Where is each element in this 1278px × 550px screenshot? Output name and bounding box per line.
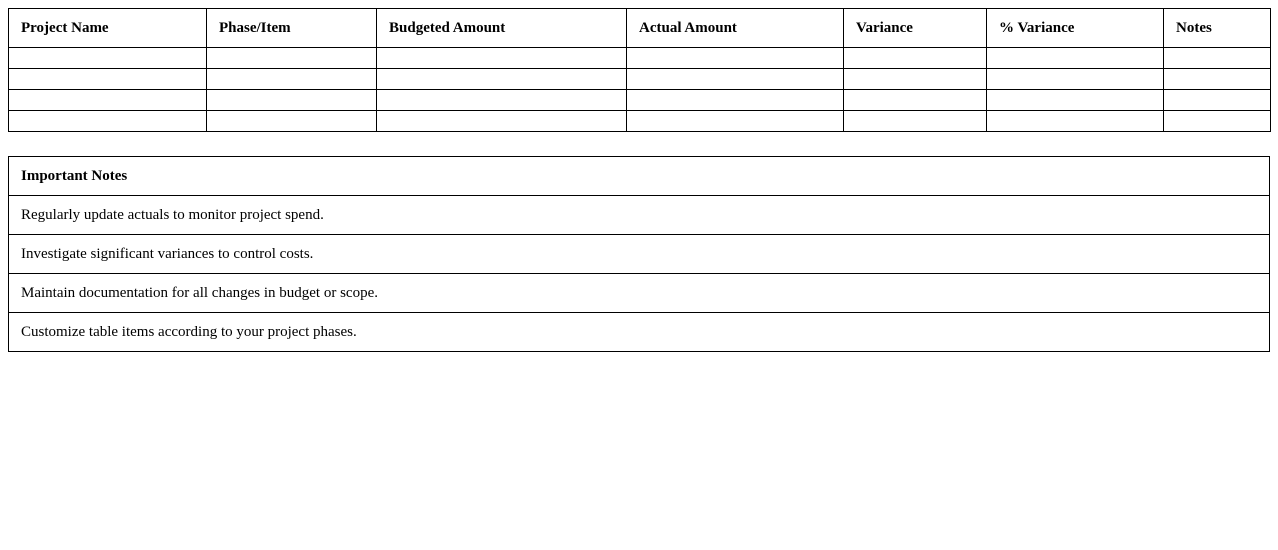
header-phase-item: Phase/Item	[207, 9, 377, 48]
note-text: Regularly update actuals to monitor project spend.	[9, 196, 1270, 235]
table-cell[interactable]	[844, 69, 987, 90]
table-cell[interactable]	[9, 69, 207, 90]
note-text: Customize table items according to your project phases.	[9, 313, 1270, 352]
table-cell[interactable]	[627, 69, 844, 90]
note-text: Maintain documentation for all changes in budget or scope.	[9, 274, 1270, 313]
table-cell[interactable]	[9, 48, 207, 69]
table-cell[interactable]	[627, 48, 844, 69]
note-text: Investigate significant variances to control costs.	[9, 235, 1270, 274]
table-cell[interactable]	[627, 90, 844, 111]
table-cell[interactable]	[207, 111, 377, 132]
table-cell[interactable]	[987, 48, 1164, 69]
table-cell[interactable]	[207, 90, 377, 111]
table-cell[interactable]	[377, 48, 627, 69]
table-cell[interactable]	[207, 69, 377, 90]
table-cell[interactable]	[1164, 111, 1271, 132]
table-cell[interactable]	[627, 111, 844, 132]
list-item	[9, 274, 1270, 313]
table-cell[interactable]	[377, 69, 627, 90]
table-cell[interactable]	[1164, 48, 1271, 69]
table-cell[interactable]	[9, 90, 207, 111]
budget-table	[8, 8, 1271, 132]
header-notes: Notes	[1164, 9, 1271, 48]
list-item	[9, 313, 1270, 352]
notes-header-row	[9, 157, 1270, 196]
header-variance: Variance	[844, 9, 987, 48]
table-cell[interactable]	[987, 90, 1164, 111]
table-cell[interactable]	[207, 48, 377, 69]
table-cell[interactable]	[987, 111, 1164, 132]
table-row	[9, 111, 1271, 132]
table-header-row	[9, 9, 1271, 48]
table-row	[9, 69, 1271, 90]
table-cell[interactable]	[844, 111, 987, 132]
table-cell[interactable]	[987, 69, 1164, 90]
table-cell[interactable]	[377, 111, 627, 132]
header-actual-amount: Actual Amount	[627, 9, 844, 48]
header-percent-variance: % Variance	[987, 9, 1164, 48]
table-cell[interactable]	[377, 90, 627, 111]
table-cell[interactable]	[9, 111, 207, 132]
table-cell[interactable]	[844, 90, 987, 111]
table-row	[9, 90, 1271, 111]
header-project-name: Project Name	[9, 9, 207, 48]
document	[8, 8, 1270, 352]
list-item	[9, 196, 1270, 235]
table-cell[interactable]	[1164, 69, 1271, 90]
list-item	[9, 235, 1270, 274]
table-cell[interactable]	[844, 48, 987, 69]
notes-title: Important Notes	[9, 157, 1270, 196]
table-row	[9, 48, 1271, 69]
header-budgeted-amount: Budgeted Amount	[377, 9, 627, 48]
table-cell[interactable]	[1164, 90, 1271, 111]
important-notes-table	[8, 156, 1270, 352]
